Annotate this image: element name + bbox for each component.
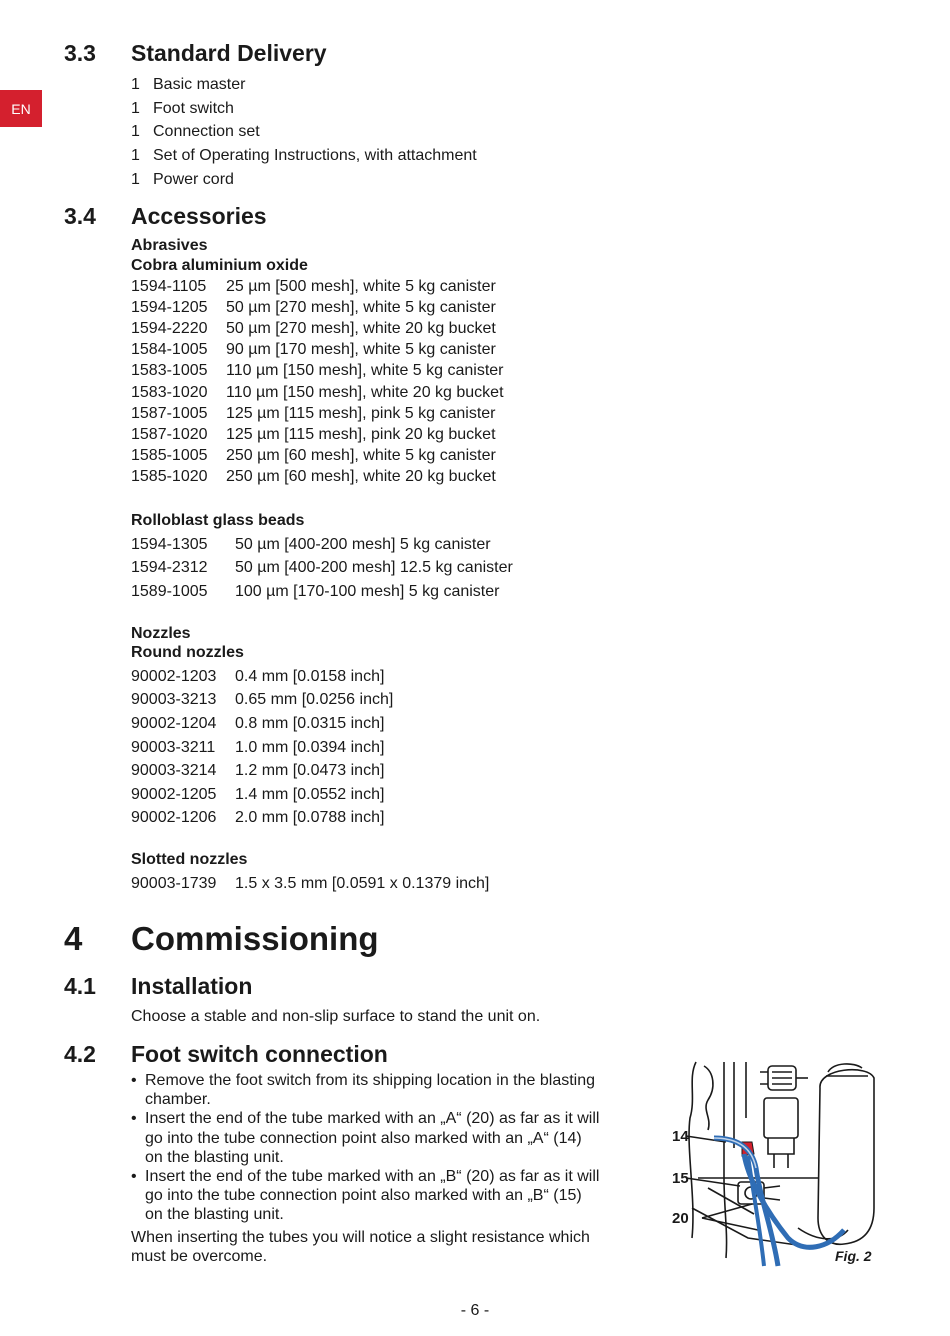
section-4-1-number: 4.1: [64, 973, 96, 999]
part-number: 1589-1005: [131, 582, 208, 600]
round-row: [131, 712, 393, 736]
cobra-row: [131, 318, 504, 339]
bullet-line: go into the tube connection point also marked with an „A“ (14): [145, 1129, 582, 1147]
rolloblast-heading: Rolloblast glass beads: [131, 512, 305, 529]
figure-label-20: 20: [672, 1210, 689, 1227]
cobra-row: [131, 276, 504, 297]
nozzles-heading: Nozzles: [131, 625, 191, 642]
section-4-1-title: Installation: [131, 973, 253, 999]
delivery-item-text: Foot switch: [153, 99, 234, 117]
part-description: 100 µm [170-100 mesh] 5 kg canister: [235, 582, 500, 600]
part-number: 1587-1005: [131, 404, 208, 422]
section-3-3-title: Standard Delivery: [131, 40, 327, 66]
slotted-nozzles-list: [131, 872, 489, 896]
part-number: 90002-1206: [131, 809, 217, 827]
section-3-4-number: 3.4: [64, 203, 96, 229]
part-description: 50 µm [270 mesh], white 20 kg bucket: [226, 319, 496, 337]
cobra-row: [131, 424, 504, 445]
delivery-item: [131, 73, 477, 97]
figure-2: [668, 1058, 878, 1268]
cobra-heading: Cobra aluminium oxide: [131, 257, 308, 274]
part-number: 90002-1203: [131, 667, 217, 685]
chapter-4-number: 4: [64, 920, 83, 957]
part-description: 2.0 mm [0.0788 inch]: [235, 809, 385, 827]
part-number: 1583-1005: [131, 362, 208, 380]
slotted-row: [131, 872, 489, 896]
rollo-row: [131, 557, 513, 581]
cobra-row: [131, 467, 504, 488]
cobra-row: [131, 403, 504, 424]
abrasives-heading: Abrasives: [131, 237, 208, 254]
part-number: 90003-3213: [131, 691, 217, 709]
figure-caption: Fig. 2: [835, 1248, 872, 1264]
section-4-2-number: 4.2: [64, 1041, 96, 1067]
bullet-line: Insert the end of the tube marked with an „A“ (20) as far as it will: [145, 1110, 600, 1128]
note-paragraph: [131, 1228, 611, 1266]
part-description: 1.2 mm [0.0473 inch]: [235, 762, 385, 780]
part-number: 1584-1005: [131, 341, 208, 359]
cobra-row: [131, 297, 504, 318]
language-tab: EN: [0, 90, 42, 127]
round-row: [131, 759, 393, 783]
part-description: 0.65 mm [0.0256 inch]: [235, 691, 394, 709]
bullet-line: Remove the foot switch from its shipping location in the blasting: [145, 1072, 596, 1089]
delivery-item: [131, 144, 477, 168]
round-row: [131, 689, 393, 713]
part-description: 110 µm [150 mesh], white 5 kg canister: [226, 362, 504, 380]
note-line: must be overcome.: [131, 1247, 268, 1265]
part-description: 110 µm [150 mesh], white 20 kg bucket: [226, 383, 504, 401]
round-row: [131, 807, 393, 831]
part-number: 90002-1204: [131, 714, 217, 732]
delivery-item-text: Power cord: [153, 170, 234, 188]
bullet-item: [131, 1109, 611, 1167]
installation-text: Choose a stable and non-slip surface to stand the unit on.: [131, 1008, 541, 1025]
part-number: 90002-1205: [131, 785, 217, 803]
foot-switch-bullets: [131, 1071, 611, 1266]
bullet-line: chamber.: [145, 1091, 211, 1109]
bullet-dot: •: [131, 1110, 137, 1128]
part-description: 25 µm [500 mesh], white 5 kg canister: [226, 277, 496, 295]
delivery-item-qty: 1: [131, 123, 140, 141]
part-description: 250 µm [60 mesh], white 5 kg canister: [226, 447, 496, 465]
part-description: 125 µm [115 mesh], pink 20 kg bucket: [226, 425, 496, 443]
part-number: 1594-1205: [131, 298, 208, 316]
part-description: 125 µm [115 mesh], pink 5 kg canister: [226, 404, 496, 422]
delivery-item-qty: 1: [131, 75, 140, 93]
round-nozzles-list: [131, 665, 393, 830]
blasting-unit-illustration: [668, 1058, 878, 1268]
part-description: 1.0 mm [0.0394 inch]: [235, 738, 385, 756]
part-number: 90003-3214: [131, 762, 217, 780]
delivery-item-qty: 1: [131, 99, 140, 117]
slotted-nozzles-heading: Slotted nozzles: [131, 851, 248, 868]
cobra-row: [131, 446, 504, 467]
part-number: 1585-1020: [131, 468, 208, 486]
round-nozzles-heading: Round nozzles: [131, 644, 244, 661]
part-number: 1583-1020: [131, 383, 208, 401]
part-description: 0.4 mm [0.0158 inch]: [235, 667, 385, 685]
part-description: 0.8 mm [0.0315 inch]: [235, 714, 385, 732]
cobra-row: [131, 340, 504, 361]
cobra-row: [131, 361, 504, 382]
part-number: 1594-1105: [131, 277, 207, 295]
part-description: 50 µm [270 mesh], white 5 kg canister: [226, 298, 496, 316]
delivery-item-qty: 1: [131, 146, 140, 164]
figure-label-14: 14: [672, 1128, 689, 1145]
part-number: 1594-2312: [131, 559, 208, 577]
page-number: - 6 -: [460, 1302, 490, 1319]
part-number: 1587-1020: [131, 425, 208, 443]
bullet-line: go into the tube connection point also marked with an „B“ (15): [145, 1187, 582, 1205]
delivery-item-text: Basic master: [153, 75, 246, 93]
part-description: 50 µm [400-200 mesh] 5 kg canister: [235, 535, 491, 553]
note-line: When inserting the tubes you will notice a slight resistance which: [131, 1228, 590, 1246]
section-3-4-title: Accessories: [131, 203, 267, 229]
cobra-list: [131, 276, 504, 488]
cobra-row: [131, 382, 504, 403]
bullet-item: [131, 1167, 611, 1225]
part-description: 250 µm [60 mesh], white 20 kg bucket: [226, 468, 496, 486]
section-4-2-title: Foot switch connection: [131, 1041, 388, 1067]
part-description: 90 µm [170 mesh], white 5 kg canister: [226, 341, 496, 359]
bullet-line: on the blasting unit.: [145, 1206, 284, 1224]
rolloblast-list: [131, 533, 513, 604]
part-number: 1594-1305: [131, 535, 208, 553]
round-row: [131, 783, 393, 807]
bullet-item: [131, 1071, 611, 1109]
part-description: 1.5 x 3.5 mm [0.0591 x 0.1379 inch]: [235, 874, 490, 892]
rollo-row: [131, 580, 513, 604]
round-row: [131, 665, 393, 689]
delivery-item: [131, 168, 477, 192]
delivery-item-text: Set of Operating Instructions, with attachment: [153, 146, 477, 164]
figure-label-15: 15: [672, 1170, 689, 1187]
part-description: 50 µm [400-200 mesh] 12.5 kg canister: [235, 559, 513, 577]
part-number: 1585-1005: [131, 447, 208, 465]
delivery-item-qty: 1: [131, 170, 140, 188]
bullet-line: on the blasting unit.: [145, 1148, 284, 1166]
bullet-dot: •: [131, 1168, 137, 1186]
delivery-item: [131, 120, 477, 144]
standard-delivery-list: [131, 73, 477, 191]
bullet-line: Insert the end of the tube marked with an „B“ (20) as far as it will: [145, 1168, 600, 1186]
bullet-dot: •: [131, 1072, 137, 1089]
round-row: [131, 736, 393, 760]
delivery-item: [131, 97, 477, 121]
part-number: 1594-2220: [131, 319, 208, 337]
delivery-item-text: Connection set: [153, 123, 260, 141]
part-description: 1.4 mm [0.0552 inch]: [235, 785, 385, 803]
part-number: 90003-1739: [131, 874, 217, 892]
chapter-4-title: Commissioning: [131, 920, 379, 957]
section-3-3-number: 3.3: [64, 40, 96, 66]
rollo-row: [131, 533, 513, 557]
part-number: 90003-3211: [131, 738, 216, 756]
